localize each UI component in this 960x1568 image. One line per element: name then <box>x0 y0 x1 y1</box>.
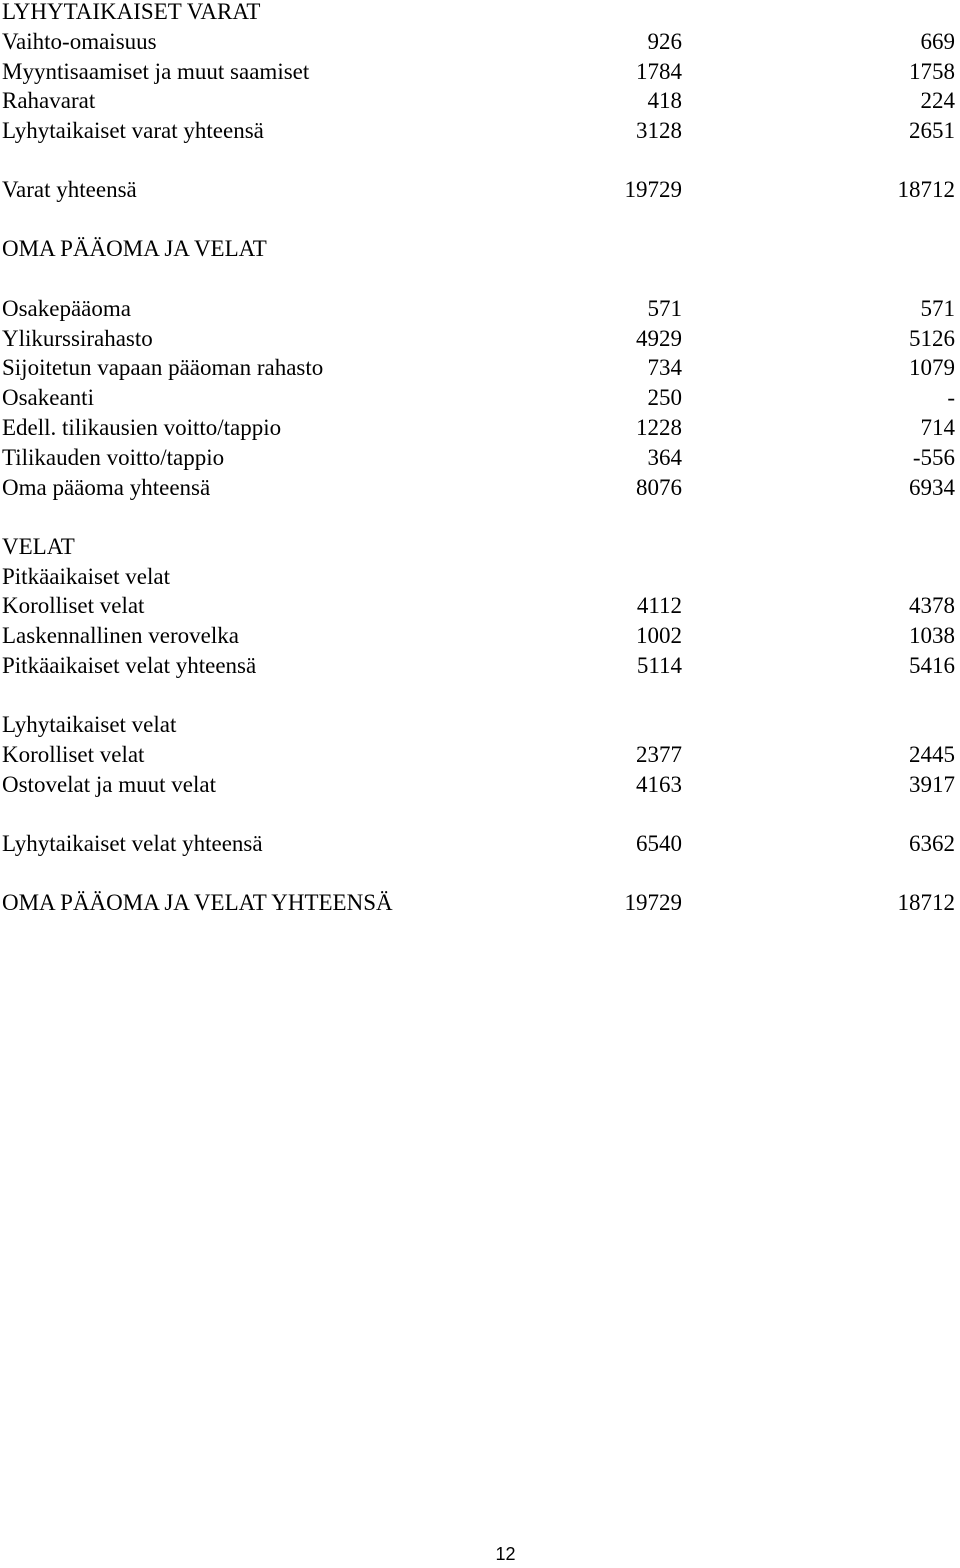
row-value-previous-year: 3917 <box>909 772 955 797</box>
row-label: Lyhytaikaiset velat yhteensä <box>2 831 263 856</box>
row-equity-liabilities-heading <box>0 234 960 264</box>
row-value-previous-year: 2651 <box>909 118 955 143</box>
page-number: 12 <box>495 1544 516 1564</box>
row-equity-total <box>0 473 960 503</box>
row-value-previous-year: 2445 <box>909 742 955 767</box>
row-value-current-year: 4929 <box>636 326 682 351</box>
row-label: Osakepääoma <box>2 296 131 321</box>
row-share-issue <box>0 383 960 413</box>
row-value-previous-year: - <box>947 385 955 410</box>
row-value-current-year: 19729 <box>624 177 682 202</box>
row-non-current-interest-bearing <box>0 591 960 621</box>
row-value-current-year: 5114 <box>636 653 682 678</box>
row-label: Edell. tilikausien voitto/tappio <box>2 415 282 440</box>
row-current-interest-bearing <box>0 740 960 770</box>
row-cash <box>0 86 960 116</box>
row-value-current-year: 3128 <box>636 118 682 143</box>
row-label: Ostovelat ja muut velat <box>2 772 216 797</box>
row-label: Korolliset velat <box>2 593 145 618</box>
row-label: Osakeanti <box>2 385 94 410</box>
row-value-previous-year: 224 <box>920 88 955 113</box>
row-current-assets-total <box>0 116 960 146</box>
row-equity-liabilities-total <box>0 888 960 918</box>
row-label: Oma pääoma yhteensä <box>2 475 211 500</box>
row-label: VELAT <box>2 534 75 559</box>
row-label: Rahavarat <box>2 88 96 113</box>
row-label: OMA PÄÄOMA JA VELAT YHTEENSÄ <box>2 890 393 915</box>
row-total-assets <box>0 175 960 205</box>
row-period-profit-loss <box>0 443 960 473</box>
row-value-current-year: 4112 <box>636 593 682 618</box>
row-label: Vaihto-omaisuus <box>2 29 157 54</box>
row-label: Pitkäaikaiset velat <box>2 564 170 589</box>
row-value-previous-year: 1079 <box>909 355 955 380</box>
row-deferred-tax <box>0 621 960 651</box>
row-label: Varat yhteensä <box>2 177 137 202</box>
row-label: OMA PÄÄOMA JA VELAT <box>2 236 267 261</box>
row-value-current-year: 364 <box>647 445 682 470</box>
row-value-current-year: 1784 <box>636 59 682 84</box>
row-current-assets-heading <box>0 0 960 27</box>
row-value-previous-year: -556 <box>912 445 955 470</box>
row-share-premium <box>0 324 960 354</box>
row-label: Tilikauden voitto/tappio <box>2 445 225 470</box>
row-value-current-year: 1228 <box>636 415 682 440</box>
row-label: Lyhytaikaiset varat yhteensä <box>2 118 264 143</box>
row-value-previous-year: 5416 <box>909 653 955 678</box>
row-value-previous-year: 571 <box>920 296 955 321</box>
row-label: Laskennallinen verovelka <box>2 623 239 648</box>
row-invested-equity-fund <box>0 353 960 383</box>
row-value-previous-year: 18712 <box>897 177 955 202</box>
row-value-current-year: 418 <box>647 88 682 113</box>
row-current-liabilities-heading <box>0 710 960 740</box>
row-value-current-year: 926 <box>647 29 682 54</box>
row-label: Korolliset velat <box>2 742 145 767</box>
row-value-previous-year: 714 <box>920 415 955 440</box>
row-non-current-liabilities-total <box>0 651 960 681</box>
row-liabilities-heading <box>0 532 960 562</box>
row-label: Myyntisaamiset ja muut saamiset <box>2 59 310 84</box>
row-share-capital <box>0 294 960 324</box>
row-value-previous-year: 6362 <box>909 831 955 856</box>
row-label: Sijoitetun vapaan pääoman rahasto <box>2 355 324 380</box>
row-inventories <box>0 27 960 57</box>
row-retained-earnings <box>0 413 960 443</box>
row-current-liabilities-total <box>0 829 960 859</box>
row-label: Ylikurssirahasto <box>2 326 153 351</box>
row-value-previous-year: 1038 <box>909 623 955 648</box>
row-value-current-year: 250 <box>647 385 682 410</box>
row-value-previous-year: 1758 <box>909 59 955 84</box>
row-value-current-year: 2377 <box>636 742 682 767</box>
row-value-previous-year: 4378 <box>909 593 955 618</box>
row-value-current-year: 19729 <box>624 890 682 915</box>
row-label: Lyhytaikaiset velat <box>2 712 177 737</box>
row-value-current-year: 571 <box>647 296 682 321</box>
row-value-previous-year: 18712 <box>897 890 955 915</box>
row-value-current-year: 734 <box>647 355 682 380</box>
row-label: Pitkäaikaiset velat yhteensä <box>2 653 257 678</box>
row-trade-payables <box>0 770 960 800</box>
row-value-current-year: 8076 <box>636 475 682 500</box>
row-value-current-year: 1002 <box>636 623 682 648</box>
row-value-current-year: 6540 <box>636 831 682 856</box>
row-value-previous-year: 6934 <box>909 475 955 500</box>
row-label: LYHYTAIKAISET VARAT <box>2 0 261 24</box>
row-non-current-liabilities-heading <box>0 562 960 592</box>
row-value-current-year: 4163 <box>636 772 682 797</box>
row-value-previous-year: 669 <box>920 29 955 54</box>
row-value-previous-year: 5126 <box>909 326 955 351</box>
row-receivables <box>0 57 960 87</box>
